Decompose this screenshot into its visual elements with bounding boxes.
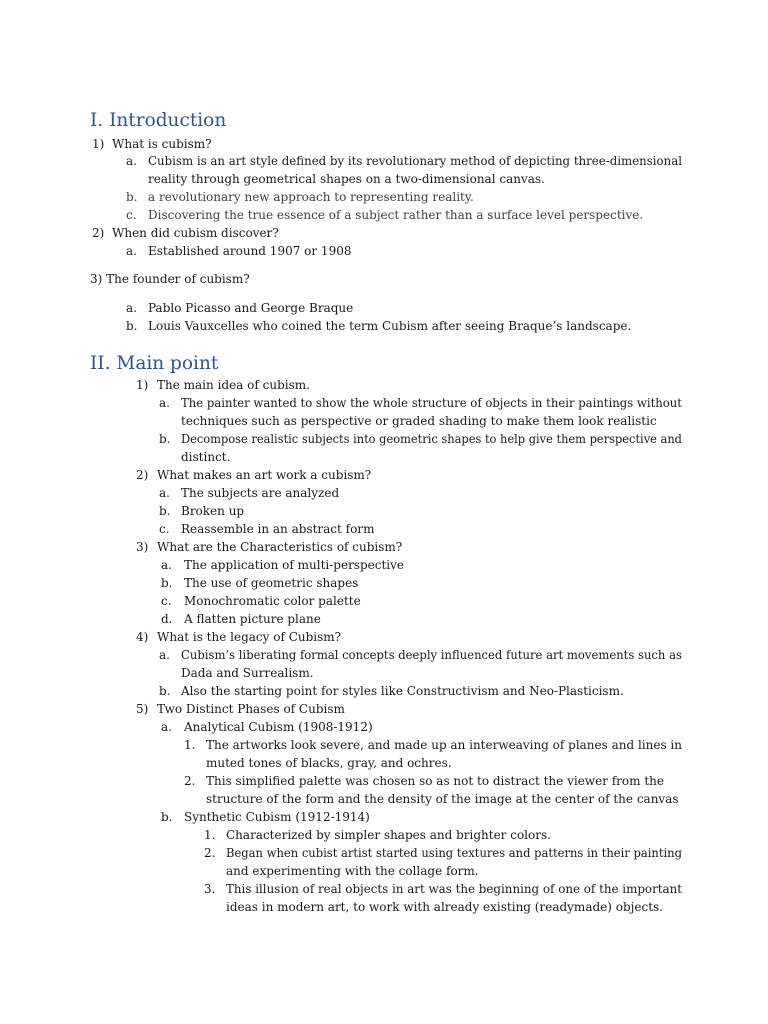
section-heading-main-point: II. Main point	[90, 353, 219, 374]
list-item-continuation: ideas in modern art, to work with already existing (readymade) objects.	[226, 900, 663, 914]
list-item-continuation: and experimenting with the collage form.	[226, 864, 479, 878]
list-item-continuation: reality through geometrical shapes on a two-dimensional canvas.	[148, 172, 545, 186]
list-item: 3) The founder of cubism?	[90, 272, 250, 286]
list-item-continuation: muted tones of blacks, gray, and ochres.	[206, 756, 452, 770]
list-item-continuation: techniques such as perspective or graded shading to make them look realistic	[181, 414, 657, 428]
list-item-continuation: Dada and Surrealism.	[181, 666, 314, 680]
section-heading-introduction: I. Introduction	[90, 110, 227, 131]
list-item-continuation: structure of the form and the density of the image at the center of the canvas	[206, 792, 679, 806]
document-page: I. Introduction 1) What is cubism? a. Cubism is an art style defined by its revolutionary method of depicting three-dimensional reality through geometrical shapes on a two-dimensional canvas. b. a revolutionary new approach to representing reality. c. Discovering the true essence of a subject rather than a surface level perspective. 2) When did cubism discover? a. Established around 1907 or 1908 3) The founder of cubism? a. Pablo Picasso and George Braque b. Louis Vauxcelles who coined the term Cubism after seeing Braque’s landscape. II. Main point 1) The main idea of cubism. a. The painter wanted to show the whole structure of objects in their paintings without techniques such as perspective or graded shading to make them look realistic b. Decompose realistic subjects into geometric shapes to help give them perspective and distinct. 2) What makes an art work a cubism? a. The subjects are analyzed b. Broken up c. Reassemble in an abstract form 3) What are the Characteristics of cubism? a. The application of multi-perspective b. The use of geometric shapes c. Monochromatic color palette d. A flatten picture plane 4) What is the legacy of Cubism? a. Cubism’s liberating formal concepts deeply influenced future art movements such as Dada and Surrealism. b. Also the starting point for styles like Constructivism and Neo-Plasticism. 5) Two Distinct Phases of Cubism a. Analytical Cubism (1908-1912) 1. The artworks look severe, and made up an interweaving of planes and lines in muted tones of blacks, gray, and ochres. 2. This simplified palette was chosen so as not to distract the viewer from the structure of the form and the density of the image at the center of the canvas b. Synthetic Cubism (1912-1914) 1. Characterized by simpler shapes and brighter colors. 2. Began when cubist artist started using textures and patterns in their painting and experimenting with the collage form. 3. This illusion of real objects in art was the beginning of one of the important ideas in modern art, to work with already existing (readymade) objects.	[90, 110, 682, 914]
list-item-continuation: distinct.	[181, 450, 231, 464]
